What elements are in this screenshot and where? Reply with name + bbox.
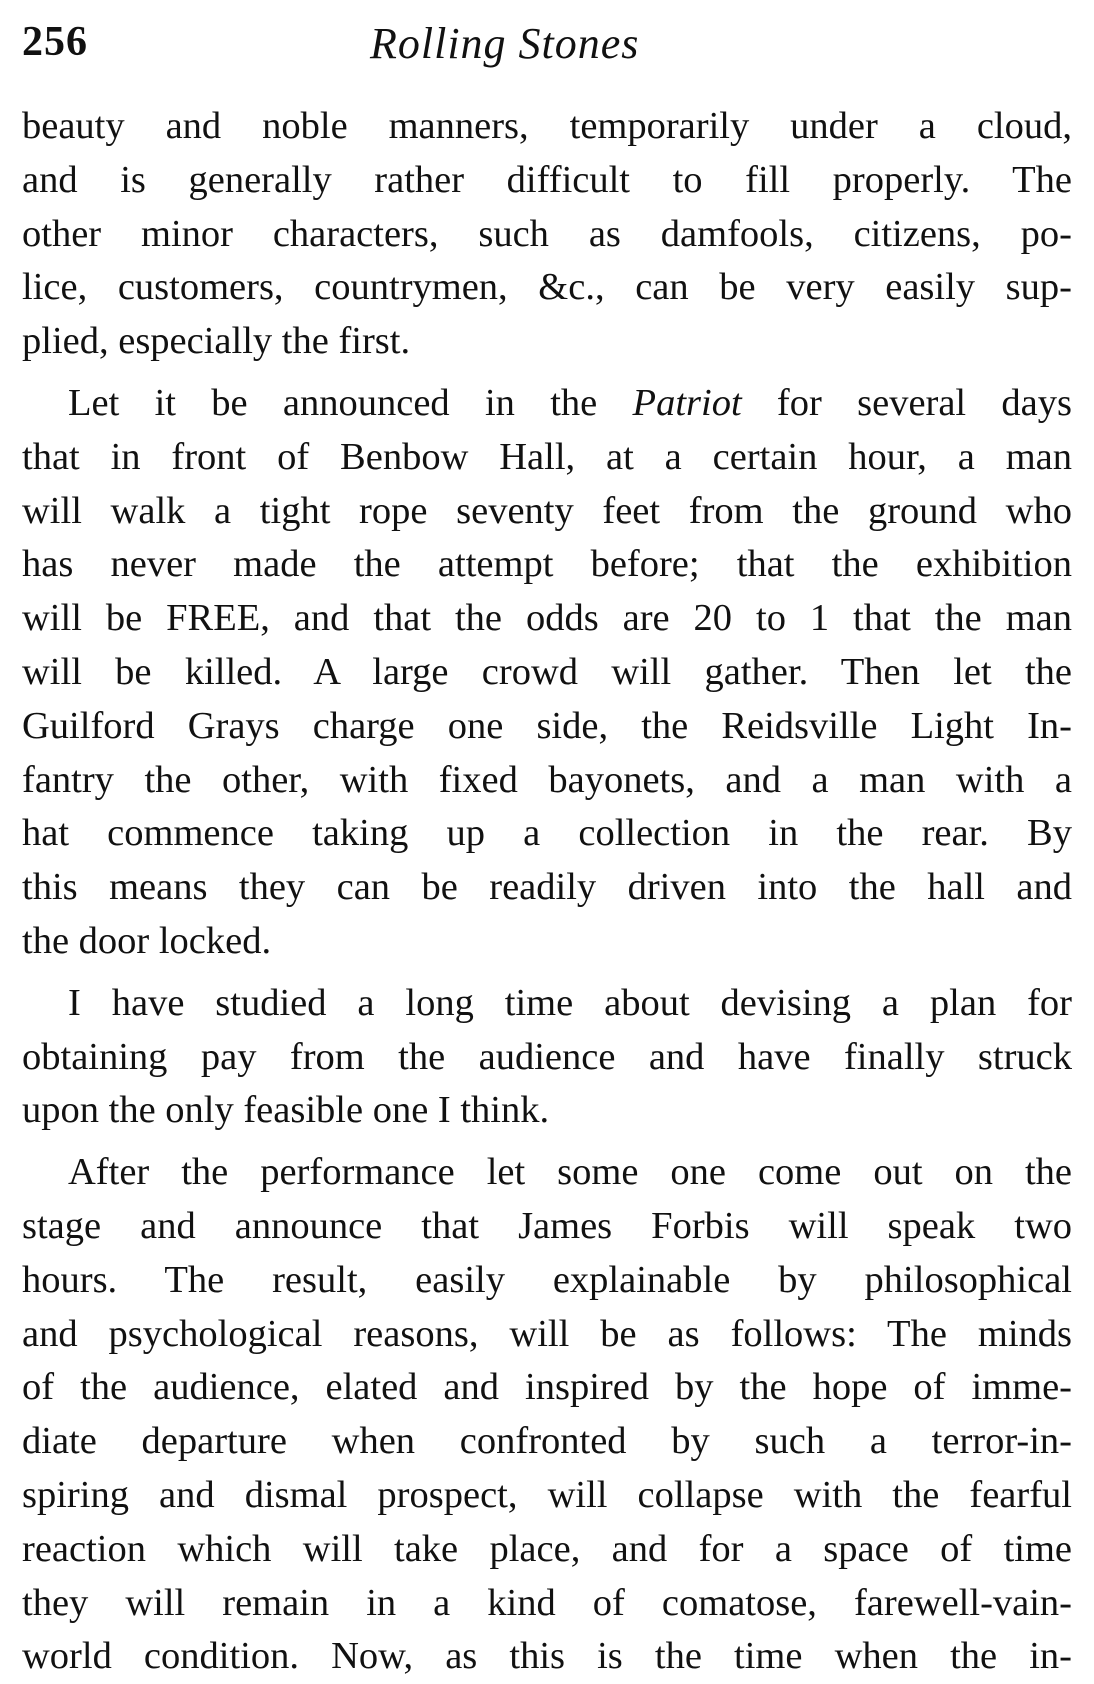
text-line: stage and announce that James Forbis will speak two [22, 1204, 1072, 1247]
text-line: world condition. Now, as this is the time when the in- [22, 1635, 1072, 1678]
running-title: Rolling Stones [370, 19, 640, 68]
text-line: obtaining pay from the audience and have finally struck [22, 1035, 1072, 1078]
text-fragment: Let it be announced in the [68, 381, 633, 424]
body-text [22, 100, 1072, 1684]
text-line: hat commence taking up a collection in the rear. By [22, 812, 1072, 855]
text-line: reaction which will take place, and for a space of time [22, 1527, 1072, 1570]
text-line: and is generally rather difficult to fill properly. The [22, 158, 1072, 201]
page-number: 256 [22, 19, 88, 65]
text-fragment: for several days [741, 381, 1072, 424]
text-line: beauty and noble manners, temporarily under a cloud, [22, 105, 1072, 147]
newspaper-title: Patriot [632, 381, 742, 424]
paragraph-2 [22, 377, 1072, 969]
text-line: will walk a tight rope seventy feet from the ground who [22, 489, 1072, 532]
running-head [22, 14, 1072, 76]
text-line: and psychological reasons, will be as follows: The minds [22, 1312, 1072, 1355]
text-line: will be killed. A large crowd will gather. Then let the [22, 650, 1072, 693]
text-line: lice, customers, countrymen, &c., can be very easily sup- [22, 266, 1072, 309]
paragraph-1 [22, 100, 1072, 369]
text-line: will be FREE, and that the odds are 20 to 1 that the man [22, 597, 1072, 640]
text-line: Guilford Grays charge one side, the Reidsville Light In- [22, 704, 1072, 747]
text-line: After the performance let some one come out on the [68, 1151, 1072, 1194]
text-line: hours. The result, easily explainable by philosophical [22, 1258, 1072, 1301]
text-line: they will remain in a kind of comatose, farewell-vain- [22, 1581, 1072, 1624]
text-line: that in front of Benbow Hall, at a certain hour, a man [22, 435, 1072, 478]
text-line: the door locked. [22, 919, 272, 962]
text-line: diate departure when confronted by such a terror-in- [22, 1420, 1072, 1463]
text-line: spiring and dismal prospect, will collapse with the fearful [22, 1473, 1072, 1516]
text-line: other minor characters, such as damfools, citizens, po- [22, 212, 1072, 255]
text-line: of the audience, elated and inspired by the hope of imme- [22, 1366, 1072, 1409]
text-line: plied, especially the first. [22, 320, 411, 363]
text-line: this means they can be readily driven into the hall and [22, 866, 1072, 909]
text-line [22, 377, 1072, 431]
paragraph-3 [22, 977, 1072, 1138]
text-line: fantry the other, with fixed bayonets, and a man with a [22, 758, 1072, 801]
book-page [22, 14, 1072, 1684]
paragraph-4 [22, 1146, 1072, 1684]
text-line: has never made the attempt before; that the exhibition [22, 543, 1072, 586]
text-line: I have studied a long time about devising a plan for [68, 981, 1072, 1024]
text-line: upon the only feasible one I think. [22, 1089, 550, 1132]
